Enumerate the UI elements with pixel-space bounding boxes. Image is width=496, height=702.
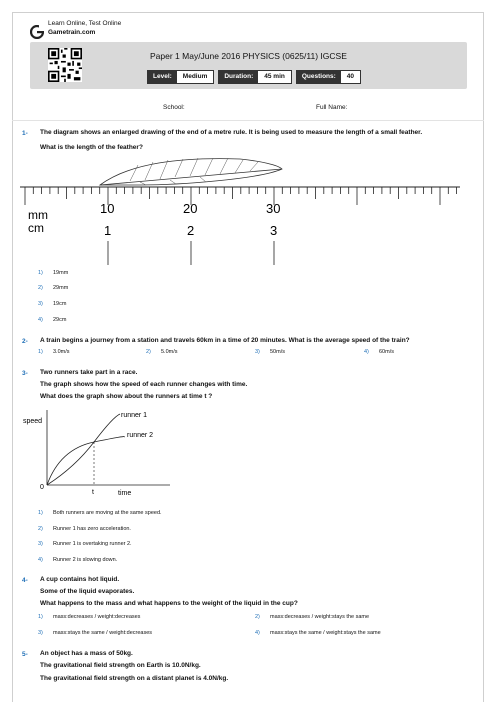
- answer-option[interactable]: 19mm: [53, 270, 69, 276]
- mm-scale-label: 10: [100, 201, 115, 216]
- option-number: 3): [38, 630, 43, 636]
- qr-code-icon: [48, 48, 82, 82]
- school-field-label: School:: [163, 104, 185, 111]
- time-t-label: t: [92, 489, 94, 496]
- option-number: 4): [364, 349, 369, 355]
- option-number: 1): [38, 270, 43, 276]
- paper-header: [30, 42, 467, 89]
- paper-title: Paper 1 May/June 2016 PHYSICS (0625/11) IGCSE: [150, 51, 347, 61]
- gametrain-logo-icon: [30, 25, 44, 39]
- level-value: Medium: [177, 71, 214, 83]
- feather-icon: [100, 158, 282, 185]
- duration-badge: [218, 70, 291, 84]
- duration-value: 45 min: [258, 71, 291, 83]
- answer-option[interactable]: 29mm: [53, 285, 69, 291]
- answer-option[interactable]: Runner 1 is overtaking runner 2.: [53, 541, 132, 547]
- paper-meta: [147, 70, 361, 84]
- question-text: An object has a mass of 50kg.: [40, 650, 133, 657]
- cm-scale-label: 2: [187, 223, 195, 238]
- option-number: 4): [255, 630, 260, 636]
- y-axis-label: speed: [23, 418, 43, 425]
- duration-key: Duration:: [219, 71, 258, 83]
- option-number: 2): [38, 285, 43, 291]
- answer-option[interactable]: Runner 2 is slowing down.: [53, 557, 118, 563]
- option-number: 4): [38, 557, 43, 563]
- questions-badge: [296, 70, 361, 84]
- answer-option[interactable]: 19cm: [53, 301, 67, 307]
- answer-option[interactable]: 3.0m/s: [53, 349, 70, 355]
- speed-time-graph: [20, 405, 190, 500]
- option-number: 1): [38, 349, 43, 355]
- answer-option[interactable]: 5.0m/s: [161, 349, 178, 355]
- answer-option[interactable]: mass:decreases / weight:decreases: [53, 614, 141, 620]
- question-text: A train begins a journey from a station and travels 60km in a time of 20 minutes. What is the average speed of the train?: [40, 337, 410, 344]
- questions-key: Questions:: [297, 71, 341, 83]
- question-text: Some of the liquid evaporates.: [40, 588, 135, 595]
- question-number: 2-: [22, 338, 28, 345]
- question-text: Two runners take part in a race.: [40, 369, 138, 376]
- runner-1-label: runner 1: [121, 412, 148, 419]
- brand-tagline: Learn Online, Test Online: [48, 20, 122, 27]
- question-text: The diagram shows an enlarged drawing of the end of a metre rule. It is being used to measure the length of a small feather.: [40, 129, 423, 136]
- question-text: A cup contains hot liquid.: [40, 576, 120, 583]
- option-number: 4): [38, 317, 43, 323]
- answer-option[interactable]: 29cm: [53, 317, 67, 323]
- answer-option[interactable]: 60m/s: [379, 349, 394, 355]
- divider: [12, 120, 484, 121]
- answer-option[interactable]: 50m/s: [270, 349, 285, 355]
- runner-2-curve: [47, 437, 124, 485]
- answer-option[interactable]: Runner 1 has zero acceleration.: [53, 526, 131, 532]
- option-number: 2): [255, 614, 260, 620]
- mm-scale-label: 30: [266, 201, 281, 216]
- ruler-diagram: [20, 155, 460, 265]
- question-number: 1-: [22, 130, 28, 137]
- answer-option[interactable]: Both runners are moving at the same speed.: [53, 510, 162, 516]
- full-name-field-label: Full Name:: [316, 104, 348, 111]
- question-text: What is the length of the feather?: [40, 144, 143, 151]
- option-number: 1): [38, 510, 43, 516]
- cm-scale-label: 3: [270, 223, 278, 238]
- level-badge: [147, 70, 214, 84]
- brand-site: Gametrain.com: [48, 29, 96, 36]
- question-text: What does the graph show about the runners at time t ?: [40, 393, 213, 400]
- option-number: 1): [38, 614, 43, 620]
- option-number: 3): [38, 301, 43, 307]
- question-number: 5-: [22, 651, 28, 658]
- option-number: 3): [255, 349, 260, 355]
- level-key: Level:: [148, 71, 177, 83]
- answer-option[interactable]: mass:decreases / weight:stays the same: [270, 614, 370, 620]
- page-frame: [12, 12, 484, 702]
- option-number: 3): [38, 541, 43, 547]
- runner-1-curve: [47, 414, 120, 485]
- question-text: The gravitational field strength on Earth is 10.0N/kg.: [40, 662, 201, 669]
- mm-unit-label: mm: [28, 208, 48, 222]
- cm-scale-label: 1: [104, 223, 112, 238]
- question-text: The graph shows how the speed of each runner changes with time.: [40, 381, 248, 388]
- cm-unit-label: cm: [28, 221, 44, 235]
- runner-2-label: runner 2: [127, 432, 154, 439]
- answer-option[interactable]: mass:stays the same / weight:decreases: [53, 630, 153, 636]
- questions-value: 40: [341, 71, 360, 83]
- x-axis-label: time: [118, 490, 132, 497]
- mm-scale-label: 20: [183, 201, 198, 216]
- answer-option[interactable]: mass:stays the same / weight:stays the same: [270, 630, 381, 636]
- question-number: 3-: [22, 370, 28, 377]
- origin-label: 0: [40, 484, 44, 491]
- option-number: 2): [38, 526, 43, 532]
- question-number: 4-: [22, 577, 28, 584]
- question-text: The gravitational field strength on a distant planet is 4.0N/kg.: [40, 675, 229, 682]
- option-number: 2): [146, 349, 151, 355]
- question-text: What happens to the mass and what happens to the weight of the liquid in the cup?: [40, 600, 298, 607]
